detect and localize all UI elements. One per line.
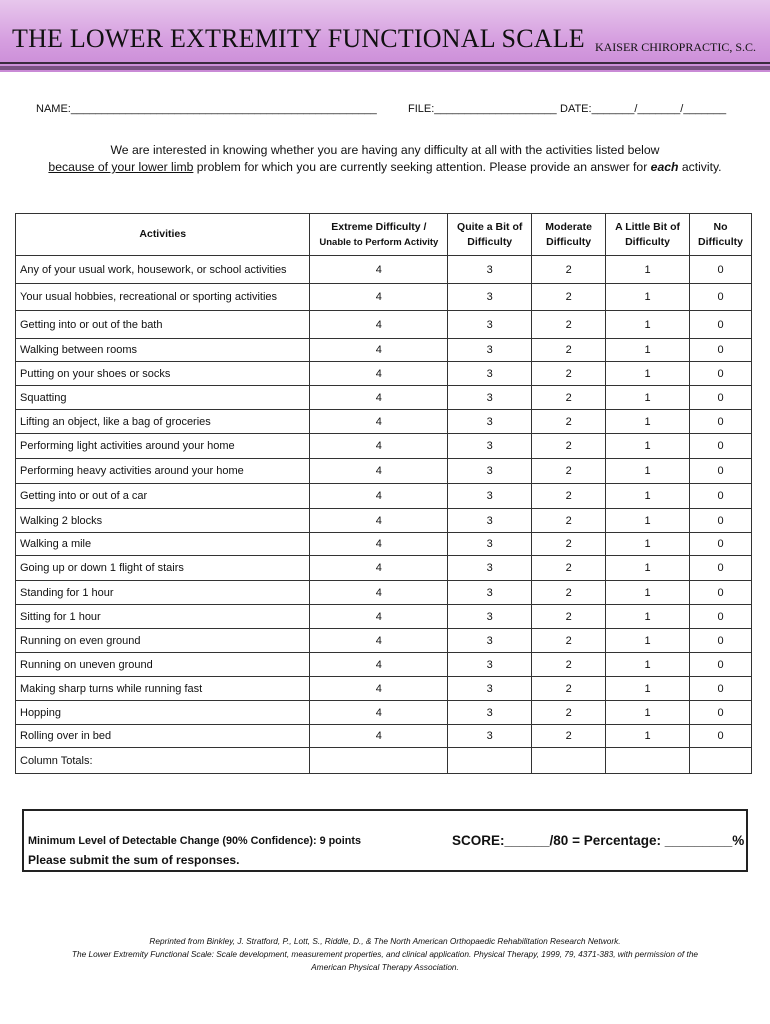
score-cell[interactable]: 4 [310, 677, 448, 701]
score-cell[interactable]: 3 [448, 459, 532, 484]
activity-label: Lifting an object, like a bag of groceries [16, 410, 310, 434]
activity-label: Going up or down 1 flight of stairs [16, 556, 310, 581]
activity-label: Squatting [16, 386, 310, 410]
reference-line-1: Reprinted from Binkley, J. Stratford, P., Lott, S., Riddle, D., & The North American Orthopaedic Rehabilitation Research Network. [149, 936, 621, 946]
score-cell[interactable]: 0 [690, 339, 752, 362]
score-cell[interactable]: 2 [532, 653, 606, 677]
activity-label: Making sharp turns while running fast [16, 677, 310, 701]
table-row [16, 256, 752, 284]
totals-label: Column Totals: [16, 748, 310, 774]
score-cell[interactable]: 4 [310, 362, 448, 386]
intro-end: activity. [678, 160, 722, 174]
score-cell[interactable]: 4 [310, 311, 448, 339]
activity-label: Rolling over in bed [16, 725, 310, 748]
score-cell[interactable]: 3 [448, 410, 532, 434]
table-row [16, 629, 752, 653]
total-cell[interactable] [310, 748, 448, 774]
score-cell[interactable]: 1 [606, 386, 690, 410]
table-row [16, 653, 752, 677]
table-row [16, 459, 752, 484]
score-cell[interactable]: 3 [448, 284, 532, 311]
name-field[interactable]: NAME:__________________________________________________ [36, 103, 377, 115]
score-cell[interactable]: 4 [310, 509, 448, 533]
submit-note: Please submit the sum of responses. [28, 853, 240, 867]
score-cell[interactable]: 3 [448, 339, 532, 362]
score-cell[interactable]: 1 [606, 653, 690, 677]
score-cell[interactable]: 3 [448, 581, 532, 605]
activity-label: Hopping [16, 701, 310, 725]
score-cell[interactable]: 3 [448, 256, 532, 284]
intro-middle: problem for which you are currently seeking attention. Please provide an answer for [193, 160, 651, 174]
table-row [16, 386, 752, 410]
score-cell[interactable]: 0 [690, 677, 752, 701]
activity-label: Getting into or out of the bath [16, 311, 310, 339]
score-cell[interactable]: 0 [690, 701, 752, 725]
score-cell[interactable]: 3 [448, 311, 532, 339]
total-cell[interactable] [448, 748, 532, 774]
score-cell[interactable]: 2 [532, 434, 606, 459]
score-cell[interactable]: 2 [532, 459, 606, 484]
score-cell[interactable]: 4 [310, 410, 448, 434]
score-cell[interactable]: 0 [690, 629, 752, 653]
total-cell[interactable] [532, 748, 606, 774]
intro-emphasis: each [650, 160, 679, 174]
score-cell[interactable]: 3 [448, 484, 532, 509]
score-cell[interactable]: 0 [690, 484, 752, 509]
score-cell[interactable]: 0 [690, 256, 752, 284]
score-cell[interactable]: 2 [532, 386, 606, 410]
lefs-table [15, 213, 752, 774]
score-cell[interactable]: 0 [690, 284, 752, 311]
table-header-row [16, 214, 752, 256]
table-row [16, 362, 752, 386]
score-cell[interactable]: 2 [532, 556, 606, 581]
col-header: Quite a Bit of Difficulty [448, 214, 532, 256]
header-rule-thin [0, 62, 770, 64]
score-cell[interactable]: 1 [606, 581, 690, 605]
total-cell[interactable] [690, 748, 752, 774]
score-cell[interactable]: 0 [690, 509, 752, 533]
activities-header: Activities [16, 214, 310, 256]
table-row [16, 434, 752, 459]
score-cell[interactable]: 1 [606, 677, 690, 701]
file-field[interactable]: FILE:____________________ [408, 103, 557, 115]
score-cell[interactable]: 1 [606, 284, 690, 311]
score-cell[interactable]: 2 [532, 533, 606, 556]
activity-label: Putting on your shoes or socks [16, 362, 310, 386]
score-cell[interactable]: 3 [448, 362, 532, 386]
score-cell[interactable]: 0 [690, 459, 752, 484]
score-cell[interactable]: 3 [448, 701, 532, 725]
reference-line-2: The Lower Extremity Functional Scale: Scale development, measurement properties, and clinical application. Physical Therapy, 1999, 79, 4371-383, with permission of the [71, 949, 699, 959]
activity-label: Walking 2 blocks [16, 509, 310, 533]
table-row [16, 533, 752, 556]
score-cell[interactable]: 3 [448, 509, 532, 533]
score-cell[interactable]: 4 [310, 339, 448, 362]
score-cell[interactable]: 1 [606, 362, 690, 386]
score-cell[interactable]: 1 [606, 629, 690, 653]
score-cell[interactable]: 0 [690, 410, 752, 434]
score-cell[interactable]: 0 [690, 434, 752, 459]
table-row [16, 556, 752, 581]
score-cell[interactable]: 4 [310, 653, 448, 677]
score-cell[interactable]: 3 [448, 434, 532, 459]
table-row [16, 701, 752, 725]
score-cell[interactable]: 1 [606, 533, 690, 556]
table-row [16, 677, 752, 701]
practice-name: KAISER CHIROPRACTIC, S.C. [594, 40, 756, 54]
col-header: Moderate Difficulty [532, 214, 606, 256]
intro-line-2 [0, 160, 770, 174]
score-cell[interactable]: 4 [310, 459, 448, 484]
score-box [22, 809, 748, 872]
score-cell[interactable]: 2 [532, 339, 606, 362]
score-cell[interactable]: 1 [606, 434, 690, 459]
score-cell[interactable]: 0 [690, 533, 752, 556]
score-line[interactable]: SCORE:______/80 = Percentage: _________% [452, 833, 745, 848]
score-cell[interactable]: 0 [690, 725, 752, 748]
table-row [16, 725, 752, 748]
activity-label: Walking a mile [16, 533, 310, 556]
score-cell[interactable]: 1 [606, 605, 690, 629]
activity-label: Walking between rooms [16, 339, 310, 362]
score-cell[interactable]: 4 [310, 256, 448, 284]
score-cell[interactable]: 2 [532, 484, 606, 509]
table-row [16, 311, 752, 339]
score-cell[interactable]: 3 [448, 653, 532, 677]
table-row [16, 605, 752, 629]
score-cell[interactable]: 3 [448, 677, 532, 701]
intro-line-1: We are interested in knowing whether you are having any difficulty at all with the activities listed below [110, 143, 660, 157]
score-cell[interactable]: 0 [690, 581, 752, 605]
table-row [16, 284, 752, 311]
table-row [16, 410, 752, 434]
col-header: No Difficulty [690, 214, 752, 256]
header-rule-thick [0, 66, 770, 70]
score-cell[interactable]: 1 [606, 339, 690, 362]
score-cell[interactable]: 2 [532, 605, 606, 629]
score-cell[interactable]: 4 [310, 581, 448, 605]
score-cell[interactable]: 1 [606, 311, 690, 339]
score-cell[interactable]: 4 [310, 484, 448, 509]
score-cell[interactable]: 2 [532, 581, 606, 605]
intro-underlined: because of your lower limb [48, 160, 194, 174]
score-cell[interactable]: 3 [448, 533, 532, 556]
score-cell[interactable]: 2 [532, 509, 606, 533]
score-cell[interactable]: 4 [310, 725, 448, 748]
reference-line-3: American Physical Therapy Association. [311, 962, 459, 972]
score-cell[interactable]: 1 [606, 459, 690, 484]
score-cell[interactable]: 3 [448, 556, 532, 581]
score-cell[interactable]: 4 [310, 533, 448, 556]
activity-label: Running on uneven ground [16, 653, 310, 677]
header-band [0, 0, 770, 72]
score-cell[interactable]: 4 [310, 629, 448, 653]
score-cell[interactable]: 1 [606, 725, 690, 748]
activity-label: Sitting for 1 hour [16, 605, 310, 629]
score-cell[interactable]: 3 [448, 725, 532, 748]
score-cell[interactable]: 1 [606, 484, 690, 509]
score-cell[interactable]: 4 [310, 605, 448, 629]
date-field[interactable]: DATE:_______/_______/_______ [560, 103, 727, 115]
score-cell[interactable]: 1 [606, 701, 690, 725]
score-cell[interactable]: 0 [690, 653, 752, 677]
activity-label: Running on even ground [16, 629, 310, 653]
score-cell[interactable]: 2 [532, 725, 606, 748]
activity-label: Performing heavy activities around your home [16, 459, 310, 484]
score-cell[interactable]: 3 [448, 605, 532, 629]
total-cell[interactable] [606, 748, 690, 774]
score-cell[interactable]: 2 [532, 256, 606, 284]
score-cell[interactable]: 0 [690, 556, 752, 581]
table-row [16, 509, 752, 533]
score-cell[interactable]: 2 [532, 284, 606, 311]
score-cell[interactable]: 0 [690, 605, 752, 629]
score-cell[interactable]: 4 [310, 434, 448, 459]
score-cell[interactable]: 0 [690, 311, 752, 339]
score-cell[interactable]: 2 [532, 311, 606, 339]
score-cell[interactable]: 3 [448, 386, 532, 410]
table-row [16, 581, 752, 605]
score-cell[interactable]: 2 [532, 701, 606, 725]
activity-label: Performing light activities around your home [16, 434, 310, 459]
score-cell[interactable]: 0 [690, 362, 752, 386]
table-row [16, 339, 752, 362]
score-cell[interactable]: 0 [690, 386, 752, 410]
score-cell[interactable]: 4 [310, 284, 448, 311]
activity-label: Any of your usual work, housework, or school activities [16, 256, 310, 284]
score-cell[interactable]: 4 [310, 701, 448, 725]
score-cell[interactable]: 1 [606, 556, 690, 581]
mdc-note: Minimum Level of Detectable Change (90% Confidence): 9 points [28, 835, 361, 847]
score-cell[interactable]: 4 [310, 556, 448, 581]
table-row [16, 484, 752, 509]
score-cell[interactable]: 2 [532, 629, 606, 653]
form-title: THE LOWER EXTREMITY FUNCTIONAL SCALE [12, 24, 585, 53]
activity-label: Getting into or out of a car [16, 484, 310, 509]
activity-label: Your usual hobbies, recreational or sporting activities [16, 284, 310, 311]
score-cell[interactable]: 1 [606, 509, 690, 533]
score-cell[interactable]: 2 [532, 362, 606, 386]
col-header: A Little Bit of Difficulty [606, 214, 690, 256]
totals-row [16, 748, 752, 774]
activity-label: Standing for 1 hour [16, 581, 310, 605]
col-header: Extreme Difficulty / Unable to Perform Activity [310, 214, 448, 256]
score-cell[interactable]: 1 [606, 256, 690, 284]
score-cell[interactable]: 3 [448, 629, 532, 653]
score-cell[interactable]: 4 [310, 386, 448, 410]
score-cell[interactable]: 1 [606, 410, 690, 434]
score-cell[interactable]: 2 [532, 410, 606, 434]
score-cell[interactable]: 2 [532, 677, 606, 701]
